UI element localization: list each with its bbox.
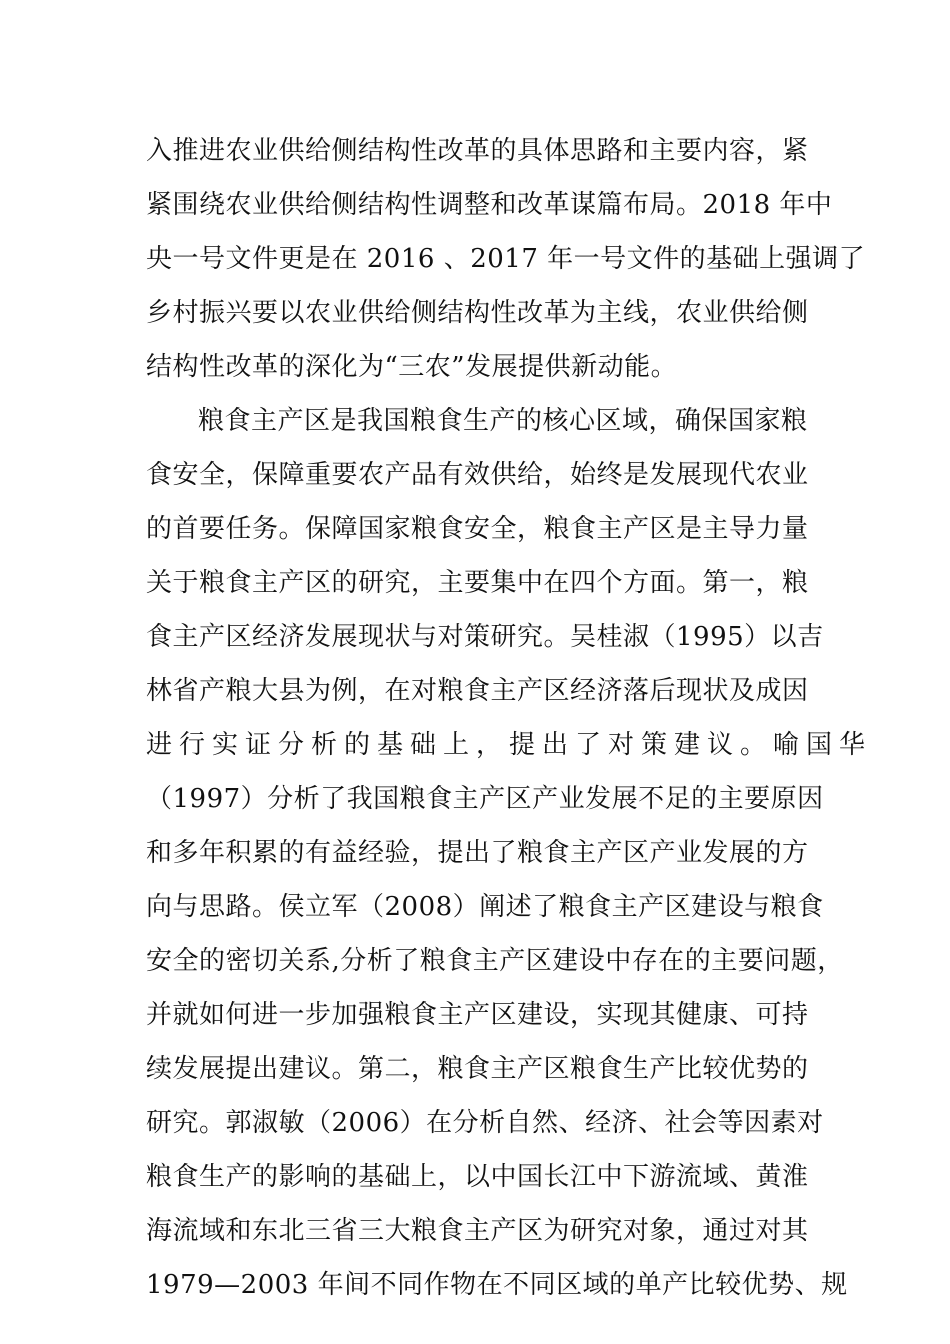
text-line: 结构性改革的深化为“三农”发展提供新动能。 <box>146 352 678 382</box>
text-line: （1997）分析了我国粮食主产区产业发展不足的主要原因 <box>146 784 824 814</box>
text-line: 进行实证分析的基础上，提出了对策建议。喻国华 <box>146 730 873 760</box>
text-line: 海流域和东北三省三大粮食主产区为研究对象，通过对其 <box>146 1216 809 1246</box>
text-line: 粮食主产区是我国粮食生产的核心区域，确保国家粮 <box>198 406 808 436</box>
text-line: 入推进农业供给侧结构性改革的具体思路和主要内容，紧 <box>146 136 809 166</box>
text-line: 和多年积累的有益经验，提出了粮食主产区产业发展的方 <box>146 838 809 868</box>
paragraph-2 <box>146 394 873 1312</box>
text-line: 的首要任务。保障国家粮食安全，粮食主产区是主导力量 <box>146 514 809 544</box>
text-line: 关于粮食主产区的研究，主要集中在四个方面。第一，粮 <box>146 568 809 598</box>
text-line: 林省产粮大县为例，在对粮食主产区经济落后现状及成因 <box>146 676 809 706</box>
text-line: 食主产区经济发展现状与对策研究。吴桂淑（1995）以吉 <box>146 622 824 652</box>
body-text <box>146 124 873 1312</box>
text-line: 1979—2003 年间不同作物在不同区域的单产比较优势、规 <box>146 1270 848 1300</box>
text-line: 安全的密切关系,分析了粮食主产区建设中存在的主要问题， <box>146 946 844 976</box>
text-line: 紧围绕农业供给侧结构性调整和改革谋篇布局。2018 年中 <box>146 190 833 220</box>
text-line: 乡村振兴要以农业供给侧结构性改革为主线，农业供给侧 <box>146 298 809 328</box>
text-line: 向与思路。侯立军（2008）阐述了粮食主产区建设与粮食 <box>146 892 824 922</box>
text-line: 研究。郭淑敏（2006）在分析自然、经济、社会等因素对 <box>146 1108 824 1138</box>
text-line: 央一号文件更是在 2016 、2017 年一号文件的基础上强调了 <box>146 244 866 274</box>
text-line: 粮食生产的影响的基础上，以中国长江中下游流域、黄淮 <box>146 1162 809 1192</box>
text-line: 食安全，保障重要农产品有效供给，始终是发展现代农业 <box>146 460 809 490</box>
text-line: 续发展提出建议。第二，粮食主产区粮食生产比较优势的 <box>146 1054 809 1084</box>
text-line: 并就如何进一步加强粮食主产区建设，实现其健康、可持 <box>146 1000 809 1030</box>
paragraph-1 <box>146 124 866 394</box>
